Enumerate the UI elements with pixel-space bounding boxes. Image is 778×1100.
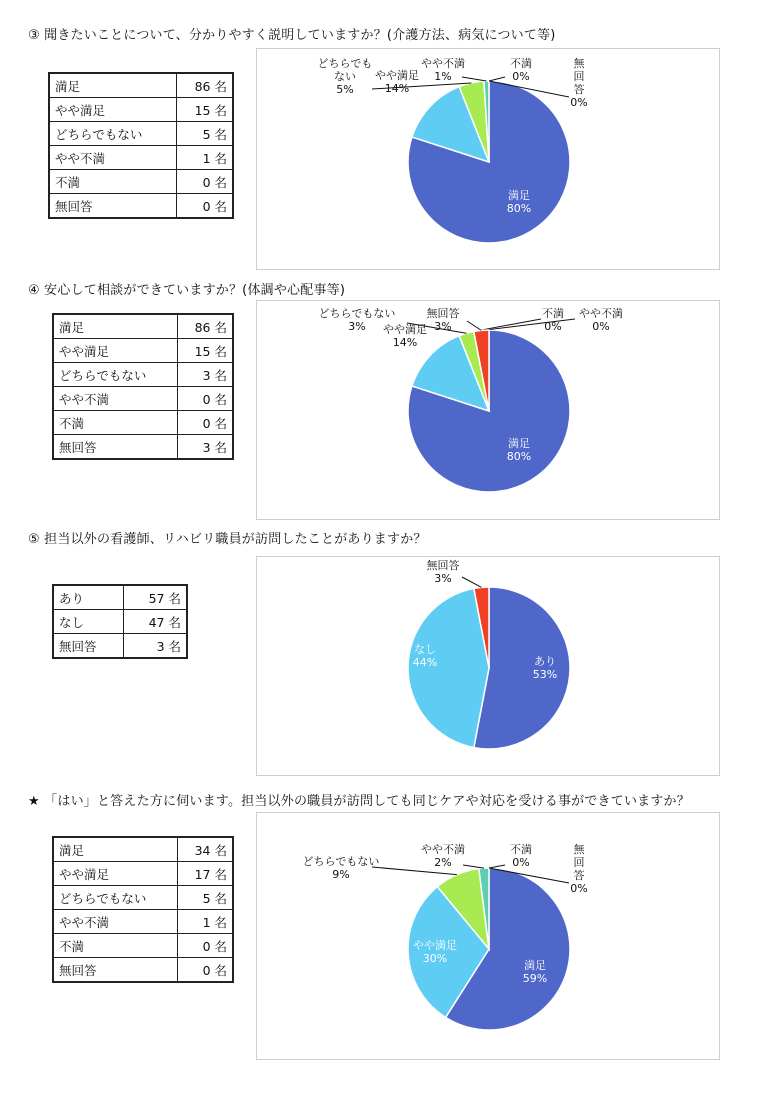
leader-line [489, 865, 505, 868]
question-5-chart-frame [256, 556, 720, 776]
slice-label-line: ない [334, 70, 356, 83]
slice-label-line: どちらでも [317, 57, 373, 70]
row-count: 3 名 [178, 363, 233, 387]
table-row [49, 122, 233, 146]
table-row [53, 610, 187, 634]
slice-label-line: 回 [573, 70, 585, 83]
slice-label-line: 答 [573, 869, 585, 882]
slice-label [507, 436, 531, 463]
row-label: 不満 [49, 170, 176, 194]
row-count: 0 名 [176, 170, 233, 194]
slice-label-line: 無回答 [426, 559, 460, 572]
slice-label-line: 不満 [510, 57, 532, 70]
table-row [53, 435, 233, 460]
slice-label-line: 無回答 [426, 307, 460, 320]
question-4-table [52, 313, 234, 460]
row-label: 満足 [53, 837, 178, 862]
question-3-pie-chart [257, 49, 719, 269]
row-label: 無回答 [53, 435, 178, 460]
question-star-chart-frame [256, 812, 720, 1060]
slice-label-line: 0% [512, 70, 530, 83]
slice-label-line: 不満 [510, 843, 532, 856]
leader-line [467, 321, 481, 330]
row-count: 0 名 [178, 411, 233, 435]
slice-label-line: 53% [532, 668, 558, 681]
row-label: 無回答 [53, 958, 178, 983]
row-label: やや満足 [53, 339, 178, 363]
row-label: 不満 [53, 934, 178, 958]
row-label: 無回答 [49, 194, 176, 219]
slice-label [570, 842, 587, 895]
slice-label-line: なし [414, 643, 436, 656]
slice-label-line: 回 [573, 856, 585, 869]
row-label: なし [53, 610, 124, 634]
table-row [53, 387, 233, 411]
slice-label-line: 80% [506, 450, 532, 463]
row-label: 満足 [53, 314, 178, 339]
slice-label-line: やや不満 [579, 307, 623, 320]
slice-label-line: 0% [570, 882, 588, 895]
question-4-pie-chart [257, 301, 719, 519]
row-label: 無回答 [53, 634, 124, 659]
question-4-chart-frame [256, 300, 720, 520]
slice-label-line: 無 [573, 57, 585, 70]
table-row [53, 886, 233, 910]
slice-label [427, 306, 460, 333]
row-count: 5 名 [176, 122, 233, 146]
row-count: 1 名 [176, 146, 233, 170]
row-count: 5 名 [178, 886, 233, 910]
row-label: どちらでもない [49, 122, 176, 146]
question-5-title: ⑤ 担当以外の看護師、リハビリ職員が訪問したことがありますか？ [28, 532, 427, 547]
row-count: 15 名 [178, 339, 233, 363]
table-row [49, 194, 233, 219]
slice-label [383, 322, 427, 349]
slice-label-line: 満足 [524, 959, 546, 972]
row-label: あり [53, 585, 124, 610]
slice-label-line: 答 [573, 83, 585, 96]
slice-label-line: 44% [412, 656, 438, 669]
question-4-title: ④ 安心して相談ができていますか？(体調や心配事等) [28, 283, 346, 298]
table-row [49, 73, 233, 98]
slice-label-line: やや満足 [375, 69, 419, 82]
row-count: 86 名 [178, 314, 233, 339]
slice-label-line: 1% [434, 70, 452, 83]
row-count: 17 名 [178, 862, 233, 886]
row-label: やや不満 [53, 387, 178, 411]
table-row [49, 146, 233, 170]
row-label: やや満足 [49, 98, 176, 122]
table-row [49, 98, 233, 122]
question-5-pie-chart [257, 557, 719, 775]
slice-label-line: 0% [592, 320, 610, 333]
slice-label [375, 68, 419, 95]
row-label: やや満足 [53, 862, 178, 886]
slice-label-line: 0% [512, 856, 530, 869]
question-3-title: ③ 聞きたいことについて、分かりやすく説明していますか？(介護方法、病気について等) [28, 28, 556, 43]
slice-label-line: どちらでもない [318, 307, 396, 320]
slice-label [427, 558, 460, 585]
table-row [53, 411, 233, 435]
slice-label-line: 0% [570, 96, 588, 109]
slice-label-line: 5% [336, 83, 354, 96]
slice-label-line: やや不満 [421, 57, 465, 70]
row-count: 1 名 [178, 910, 233, 934]
row-label: どちらでもない [53, 886, 178, 910]
leader-line [462, 77, 486, 81]
slice-label [421, 842, 465, 869]
slice-label-line: やや満足 [383, 323, 427, 336]
slice-label [510, 56, 532, 83]
slice-label-line: 80% [506, 202, 532, 215]
slice-label [579, 306, 623, 333]
row-count: 0 名 [178, 958, 233, 983]
table-row [53, 934, 233, 958]
slice-label [523, 958, 547, 985]
slice-label [318, 57, 373, 96]
slice-label-line: 不満 [542, 307, 564, 320]
slice-label-line: 59% [522, 972, 548, 985]
slice-label-line: やや満足 [413, 939, 457, 952]
question-star-pie-chart [257, 813, 719, 1059]
row-label: 不満 [53, 411, 178, 435]
slice-label-line: 3% [434, 320, 452, 333]
slice-label-line: 無 [573, 843, 585, 856]
slice-label [533, 655, 557, 681]
leader-line [462, 577, 481, 587]
table-row [53, 363, 233, 387]
question-star-table [52, 836, 234, 983]
slice-label-line: 30% [422, 952, 448, 965]
table-row [53, 862, 233, 886]
row-label: やや不満 [53, 910, 178, 934]
table-row [53, 339, 233, 363]
row-count: 86 名 [176, 73, 233, 98]
question-3-chart-frame [256, 48, 720, 270]
row-count: 0 名 [178, 387, 233, 411]
row-count: 34 名 [178, 837, 233, 862]
row-count: 0 名 [176, 194, 233, 219]
row-count: 47 名 [124, 610, 187, 634]
slice-label [542, 306, 564, 333]
slice-label-line: 2% [434, 856, 452, 869]
slice-label-line: あり [534, 655, 556, 668]
question-star-title: ★ 「はい」と答えた方に伺います。担当以外の職員が訪問しても同じケアや対応を受ける事ができていますか？ [28, 794, 690, 809]
row-label: やや不満 [49, 146, 176, 170]
slice-label-line: やや不満 [421, 843, 465, 856]
slice-label-line: 14% [384, 82, 410, 95]
slice-label-line: 3% [348, 320, 366, 333]
slice-label [510, 842, 532, 869]
slice-label-line: 満足 [508, 189, 530, 202]
slice-label-line: 満足 [508, 437, 530, 450]
slice-label-line: 3% [434, 572, 452, 585]
table-row [53, 314, 233, 339]
slice-label [413, 643, 437, 669]
row-count: 3 名 [124, 634, 187, 659]
row-label: どちらでもない [53, 363, 178, 387]
row-label: 満足 [49, 73, 176, 98]
question-5-table [52, 584, 188, 659]
row-count: 0 名 [178, 934, 233, 958]
question-3-table [48, 72, 234, 219]
slice-label-line: どちらでもない [302, 855, 380, 868]
table-row [53, 837, 233, 862]
slice-label-line: 9% [332, 868, 350, 881]
table-row [53, 585, 187, 610]
row-count: 57 名 [124, 585, 187, 610]
slice-label-line: 14% [392, 336, 418, 349]
table-row [53, 634, 187, 659]
slice-label [421, 56, 465, 83]
table-row [53, 910, 233, 934]
table-row [49, 170, 233, 194]
slice-label-line: 0% [544, 320, 562, 333]
leader-line [463, 865, 484, 868]
table-row [53, 958, 233, 983]
slice-label [507, 188, 531, 215]
row-count: 3 名 [178, 435, 233, 460]
slice-label [303, 855, 380, 881]
leader-line [489, 77, 505, 81]
slice-label [570, 56, 587, 109]
row-count: 15 名 [176, 98, 233, 122]
